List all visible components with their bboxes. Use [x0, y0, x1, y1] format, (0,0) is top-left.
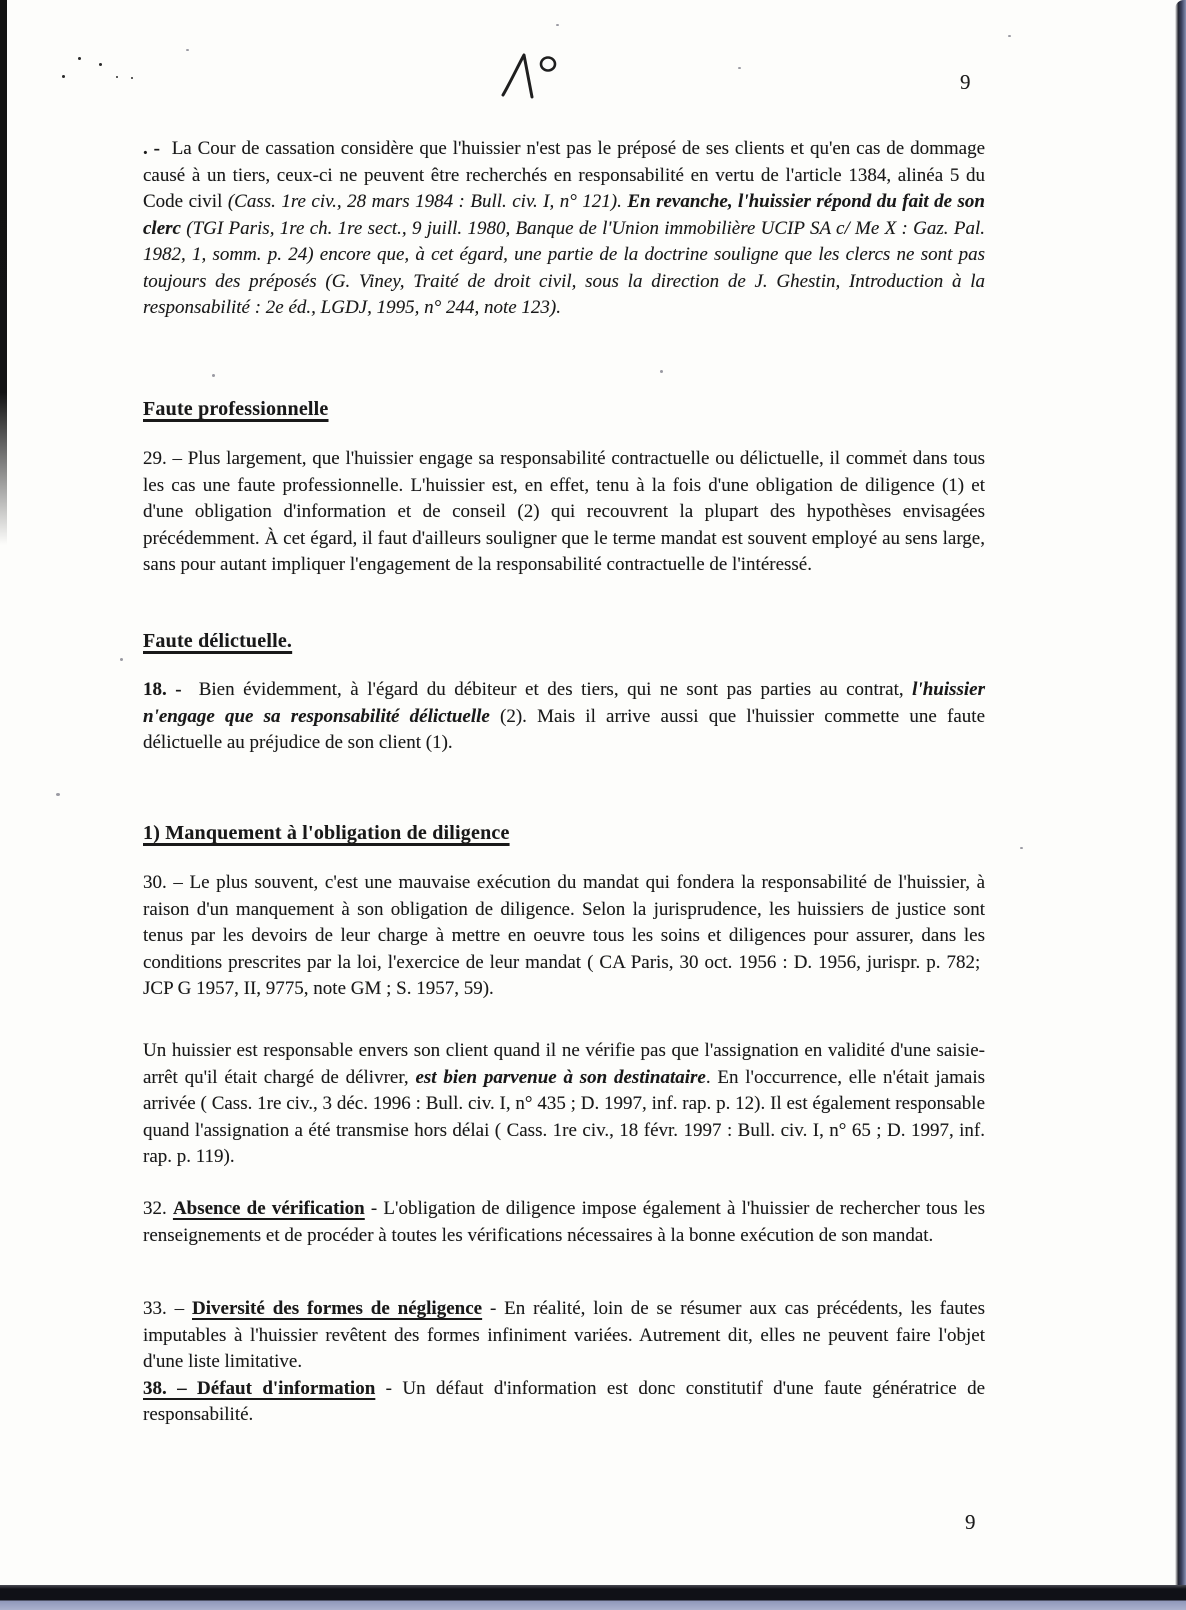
speckle	[660, 370, 663, 373]
paragraph-38	[143, 1376, 985, 1429]
speckle	[1020, 847, 1023, 849]
body-text: 29. – Plus largement, que l'huissier engage sa responsabilité contractuelle ou délictuelle, il commet dans tous les cas une faute professionnelle. L'huissier est, en effet, tenu à la fois d'une obligation de diligence (1) et d'une obligation d'information et de conseil (2) qui recouvrent la plupart des hypothèses envisagées précédemment. À cet égard, il faut d'ailleurs souligner que le terme mandat est souvent employé au sens large, sans pour autant impliquer l'engagement de la responsabilité contractuelle de l'intéressé.	[143, 448, 985, 575]
speckle	[186, 49, 189, 51]
paragraph-cour-de-cassation	[143, 136, 985, 322]
body-text: Un huissier est responsable envers son client quand il ne vérifie pas que l'assignation en validité d'une saisie-arrêt qu'il était chargé de délivrer,	[143, 1040, 985, 1088]
body-text: Bien évidemment, à l'égard du débiteur et des tiers, qui ne sont pas parties au contrat,	[198, 679, 913, 700]
scan-edge-right	[1175, 0, 1186, 1588]
body-text: - En réalité, loin de se résumer aux cas précédents, les fautes imputables à l'huissier revêtent des formes infiniment variées. Autrement dit, elles ne peuvent faire l'objet d'une liste limitative.	[143, 1298, 985, 1372]
speckle	[1008, 35, 1011, 37]
speckle	[99, 63, 102, 66]
heading-faute-delictuelle: Faute délictuelle.	[143, 630, 293, 652]
emphasis-huissier-repond: En revanche, l'huissier répond du fait de son clerc	[143, 191, 985, 239]
citation-cass-1984: (Cass. 1re civ., 28 mars 1984 : Bull. civ. I, n° 121).	[227, 191, 628, 212]
body-text: 30. – Le plus souvent, c'est une mauvaise exécution du mandat qui fondera la responsabilité de l'huissier, à raison d'un manquement à son obligation de diligence. Selon la jurisprudence, les huissiers de justice sont tenus par les devoirs de leur charge à mettre en oeuvre tous les soins et diligences pour assurer, dans les conditions prescrites par la loi, l'exercice de leur mandat ( CA Paris, 30 oct. 1956 : D. 1956, jurispr. p. 782; JCP G 1957, II, 9775, note GM ; S. 1957, 59).	[143, 872, 985, 999]
subheading-defaut-information: 38. – Défaut d'information	[143, 1377, 376, 1399]
citation-tgi-paris: (TGI Paris, 1re ch. 1re sect., 9 juill. 1980, Banque de l'Union immobilière UCIP SA c/ Me X : Gaz. Pal. 1982, 1, somm. p. 24) encore que, à cet égard, une partie de la doctrine souligne que les clercs ne sont pas toujours des préposés (G. Viney, Traité de droit civil, sous la direction de J. Ghestin, Introduction à la responsabilité : 2e éd., LGDJ, 1995, n° 244, note 123).	[143, 217, 985, 318]
speckle	[212, 374, 215, 377]
speckle	[120, 658, 123, 661]
paragraph-29	[143, 446, 985, 579]
body-text: (2). Mais il arrive aussi que l'huissier commette une faute délictuelle au préjudice de son client (1).	[143, 705, 985, 753]
emphasis-parvenue-destinataire: est bien parvenue à son destinataire	[415, 1066, 706, 1088]
paragraph-30	[143, 870, 985, 1003]
body-text: La Cour de cassation considère que l'huissier n'est pas le préposé de ses clients et qu'en cas de dommage causé à un tiers, ceux-ci ne peuvent être recherchés en responsabilité en vertu de l'article 1384, alinéa 5 du Code civil	[143, 138, 986, 212]
speckle	[78, 57, 81, 60]
body-text: . En l'occurrence, elle n'était jamais arrivée ( Cass. 1re civ., 3 déc. 1996 : Bull. civ. I, n° 435 ; D. 1997, inf. rap. p. 12). Il est également responsable quand l'assignation a été transmise hors délai ( Cass. 1re civ., 18 févr. 1997 : Bull. civ. I, n° 65 ; D. 1997, inf. rap. p. 119).	[143, 1066, 985, 1167]
speckle	[556, 24, 559, 26]
paragraph-lead-dash: . -	[143, 138, 172, 159]
speckle	[62, 75, 65, 78]
paragraph-33-38-block	[143, 1296, 985, 1429]
speckle	[738, 67, 741, 69]
handwritten-folio-mark	[499, 50, 569, 108]
heading-faute-professionnelle: Faute professionnelle	[143, 398, 329, 420]
speckle	[116, 76, 118, 78]
emphasis-responsabilite-delictuelle: l'huissier n'engage que sa responsabilité délictuelle	[143, 679, 986, 727]
paragraph-32	[143, 1196, 985, 1249]
paragraph-number: 32.	[143, 1198, 173, 1219]
body-text: - Un défaut d'information est donc constitutif d'une faute génératrice de responsabilité.	[143, 1377, 986, 1425]
scan-edge-left	[0, 0, 7, 545]
body-text: - L'obligation de diligence impose également à l'huissier de rechercher tous les renseignements et de procéder à toutes les vérifications nécessaires à la bonne exécution de son mandat.	[143, 1198, 985, 1246]
page-number-top: 9	[960, 70, 971, 94]
heading-manquement-obligation-diligence: 1) Manquement à l'obligation de diligence	[143, 822, 510, 844]
paragraph-18	[143, 677, 985, 757]
scan-edge-bottom	[0, 1585, 1186, 1610]
paragraph-number: 33. –	[143, 1298, 193, 1319]
speckle	[131, 77, 133, 79]
paragraph-number: 18. -	[143, 679, 199, 700]
subheading-diversite-des-formes: Diversité des formes de négligence	[192, 1298, 483, 1319]
subheading-absence-de-verification: Absence de vérification	[172, 1198, 365, 1219]
paragraph-un-huissier-responsable	[143, 1038, 985, 1171]
speckle	[56, 793, 60, 796]
paragraph-33	[143, 1296, 985, 1376]
page-number-bottom: 9	[965, 1510, 976, 1534]
